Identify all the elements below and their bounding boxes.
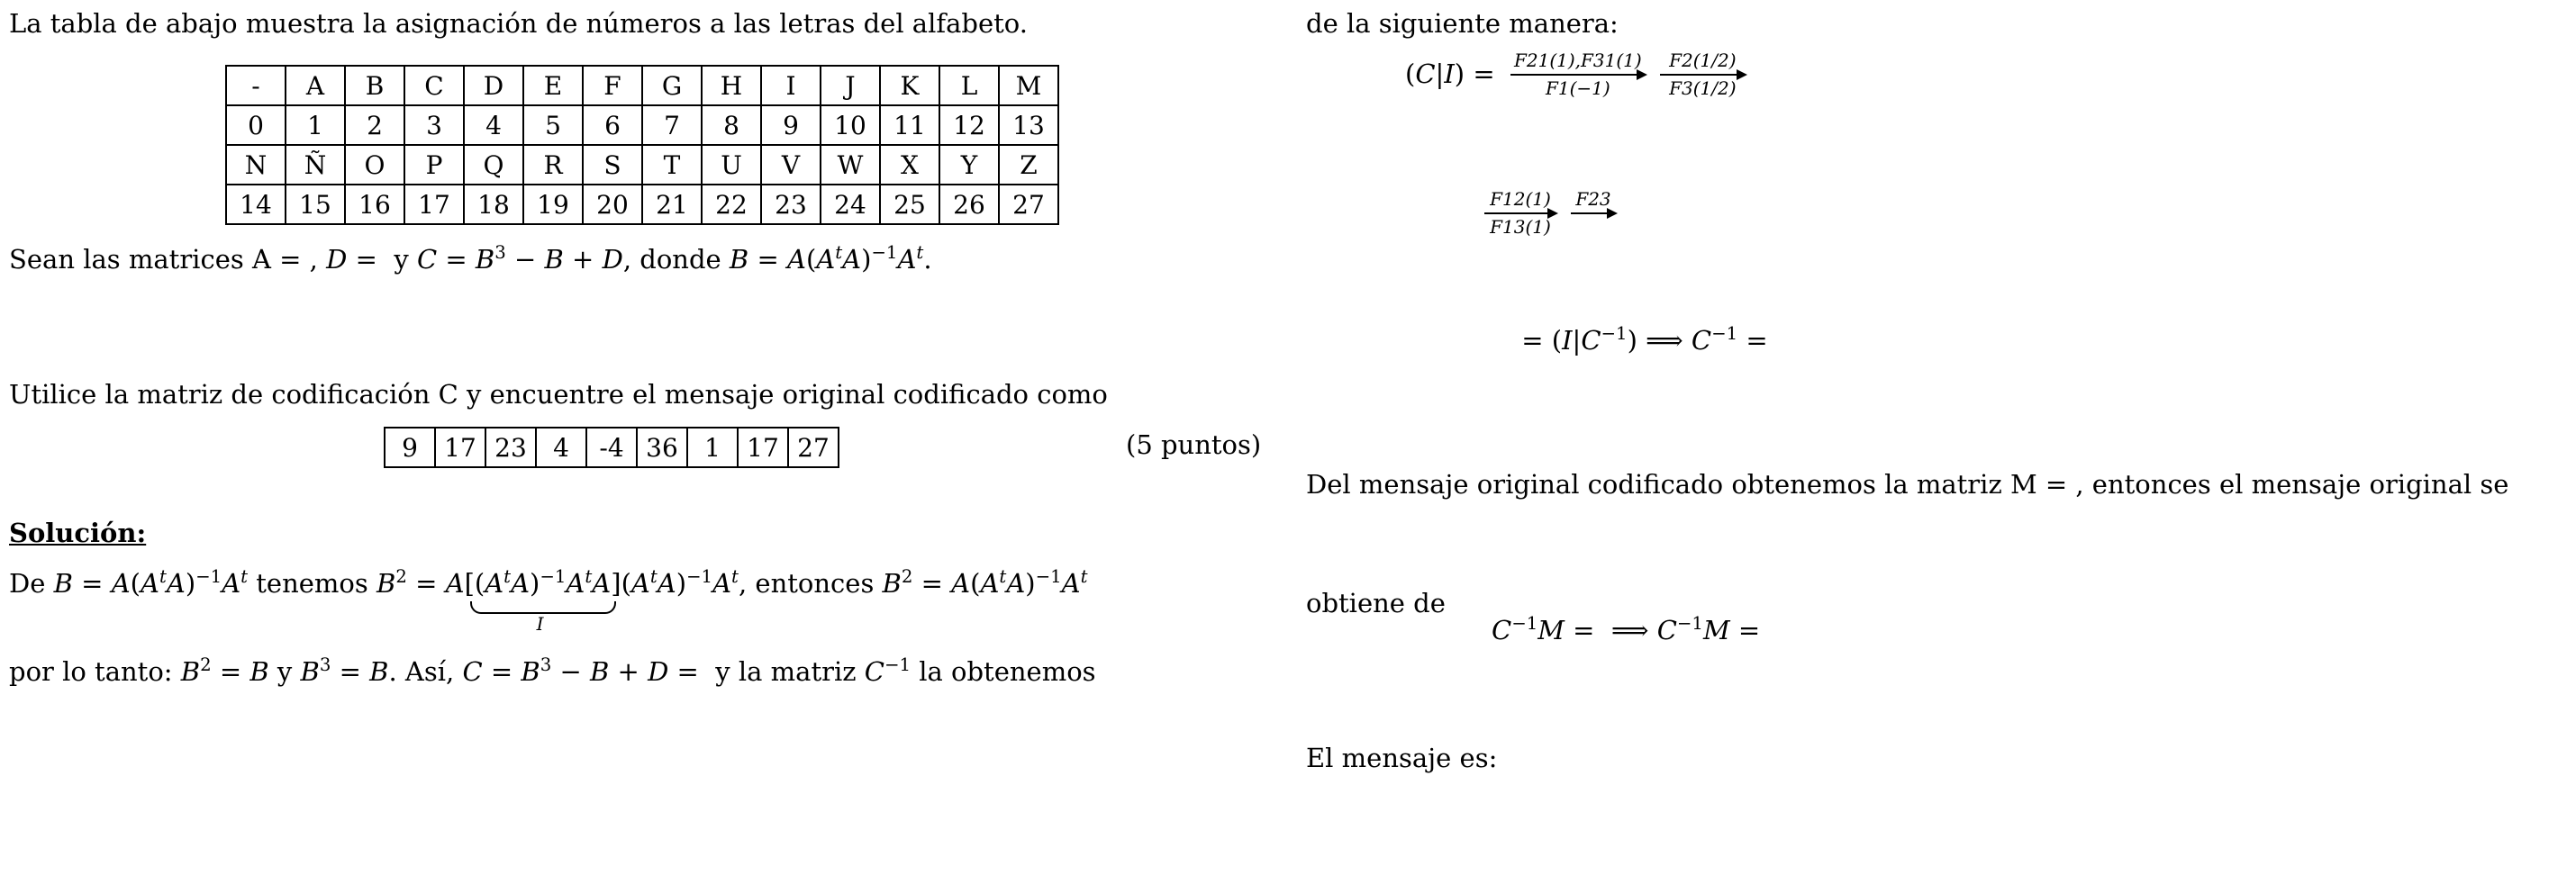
table-cell: 22 xyxy=(702,185,761,224)
underbrace xyxy=(470,601,616,614)
row-op-arrow-2: F2(1/2) F3(1/2) xyxy=(1660,50,1746,99)
row-op-arrow-3: F12(1) F13(1) xyxy=(1484,189,1556,238)
table-cell: L xyxy=(939,66,999,105)
table-cell: Y xyxy=(939,145,999,185)
table-cell: F xyxy=(583,66,642,105)
table-cell: 18 xyxy=(464,185,523,224)
table-cell: D xyxy=(464,66,523,105)
table-row xyxy=(226,105,1058,145)
solution-line-2: por lo tanto: $B^2 = B$ y $B^3 = B$. Así, $C = B^3 - B + D$ = y la matriz $C^{-1}$ la obtenemos xyxy=(9,654,1096,687)
table-cell: 4 xyxy=(464,105,523,145)
table-cell: 15 xyxy=(286,185,345,224)
right-intro: de la siguiente manera: xyxy=(1306,8,1619,39)
table-cell: 0 xyxy=(226,105,286,145)
table-cell: 5 xyxy=(523,105,583,145)
table-cell: 3 xyxy=(404,105,464,145)
table-cell: 27 xyxy=(999,185,1058,224)
table-cell: I xyxy=(761,66,821,105)
message-matrix-line: Del mensaje original codificado obtenemos la matriz M = , entonces el mensaje original se xyxy=(1306,469,2509,500)
table-cell: S xyxy=(583,145,642,185)
table-cell: 20 xyxy=(583,185,642,224)
coded-cell: 4 xyxy=(536,428,586,467)
table-row xyxy=(226,185,1058,224)
solution-line-1: De $B = A(A^tA)^{-1}A^t$ tenemos $B^2 = A[(A^tA)^{-1}A^tA]$ I $(A^tA)^{-1}A^t$, entonces $B^2 = A(A^tA)^{-1}A^t$ xyxy=(9,566,1088,635)
gauss-step-1: (C|I) = F21(1),F31(1) F1(−1) F2(1/2) F3(1/2) xyxy=(1405,50,1753,99)
row-op-arrow-1: F21(1),F31(1) F1(−1) xyxy=(1510,50,1646,99)
message-label: El mensaje es: xyxy=(1306,743,1498,773)
coded-cell: 1 xyxy=(687,428,738,467)
table-cell: E xyxy=(523,66,583,105)
table-cell: 21 xyxy=(642,185,702,224)
table-cell: 17 xyxy=(404,185,464,224)
matrices-definition: Sean las matrices A = , D = y $C = B^3 - B + D$, donde $B = A(A^tA)^{-1}A^t$. xyxy=(9,242,932,275)
table-cell: X xyxy=(880,145,939,185)
coded-cell: 17 xyxy=(435,428,485,467)
table-row xyxy=(385,428,839,467)
table-cell: Q xyxy=(464,145,523,185)
table-cell: W xyxy=(821,145,880,185)
table-cell: K xyxy=(880,66,939,105)
table-cell: G xyxy=(642,66,702,105)
table-cell: 14 xyxy=(226,185,286,224)
intro-text: La tabla de abajo muestra la asignación de números a las letras del alfabeto. xyxy=(9,8,1028,39)
table-cell: 24 xyxy=(821,185,880,224)
coded-cell: 9 xyxy=(385,428,435,467)
table-cell: C xyxy=(404,66,464,105)
table-cell: Z xyxy=(999,145,1058,185)
table-cell: V xyxy=(761,145,821,185)
table-cell: 26 xyxy=(939,185,999,224)
coded-cell: 27 xyxy=(788,428,839,467)
table-cell: 9 xyxy=(761,105,821,145)
coded-cell: 17 xyxy=(738,428,788,467)
table-cell: 6 xyxy=(583,105,642,145)
table-cell: P xyxy=(404,145,464,185)
coded-cell: -4 xyxy=(586,428,637,467)
alphabet-table xyxy=(225,65,1059,225)
table-cell: 13 xyxy=(999,105,1058,145)
matrices-intro: Sean las matrices A = xyxy=(9,244,302,275)
table-cell: 19 xyxy=(523,185,583,224)
points-label: (5 puntos) xyxy=(1126,429,1262,460)
obtiene-de-text: obtiene de xyxy=(1306,588,1446,618)
table-cell: U xyxy=(702,145,761,185)
decoding-product: $C^{-1}M$ = ⟹ $C^{-1}M$ = xyxy=(1492,613,1769,645)
underbrace-label: I xyxy=(536,613,544,635)
table-row xyxy=(226,66,1058,105)
gauss-step-2 xyxy=(1477,189,1623,238)
coded-cell: 36 xyxy=(637,428,687,467)
table-cell: 23 xyxy=(761,185,821,224)
table-cell: J xyxy=(821,66,880,105)
coded-cell: 23 xyxy=(485,428,536,467)
table-cell: 8 xyxy=(702,105,761,145)
table-cell: B xyxy=(345,66,404,105)
table-cell: 2 xyxy=(345,105,404,145)
gauss-result: = $(I|C^{-1})$ ⟹ $C^{-1}$ = xyxy=(1513,323,1776,356)
table-cell: Ñ xyxy=(286,145,345,185)
table-cell: 7 xyxy=(642,105,702,145)
table-cell: N xyxy=(226,145,286,185)
solution-heading: Solución: xyxy=(9,518,147,548)
table-cell: 11 xyxy=(880,105,939,145)
table-cell: 10 xyxy=(821,105,880,145)
table-cell: A xyxy=(286,66,345,105)
coded-message-table xyxy=(384,427,839,468)
instruction-text: Utilice la matriz de codificación C y encuentre el mensaje original codificado como xyxy=(9,379,1108,410)
table-cell: 16 xyxy=(345,185,404,224)
table-cell: R xyxy=(523,145,583,185)
table-cell: M xyxy=(999,66,1058,105)
table-cell: 12 xyxy=(939,105,999,145)
table-cell: T xyxy=(642,145,702,185)
table-cell: - xyxy=(226,66,286,105)
table-cell: H xyxy=(702,66,761,105)
table-cell: 1 xyxy=(286,105,345,145)
row-op-arrow-4: F23 xyxy=(1571,189,1616,238)
table-row xyxy=(226,145,1058,185)
table-cell: O xyxy=(345,145,404,185)
table-cell: 25 xyxy=(880,185,939,224)
